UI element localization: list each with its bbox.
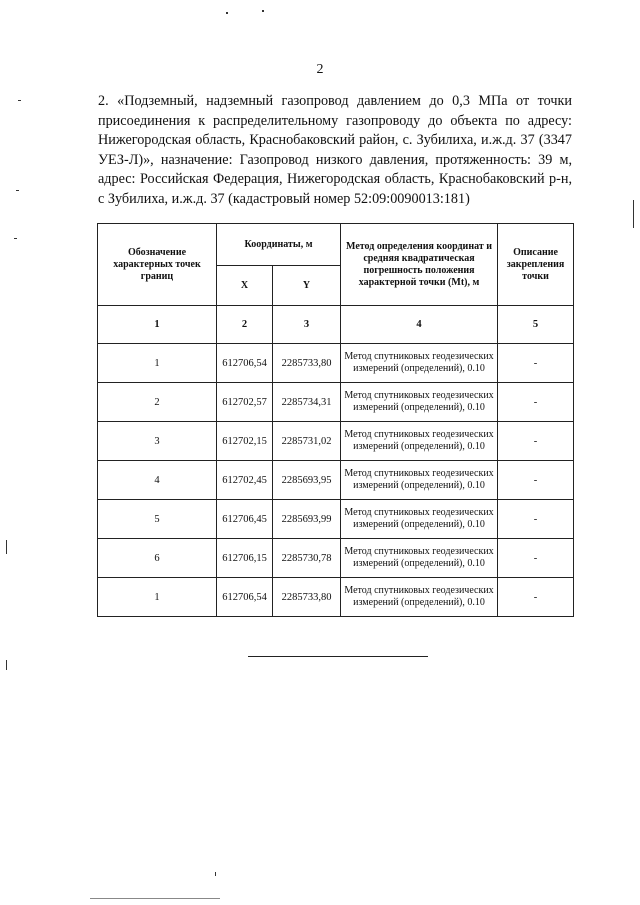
cell-x: 612702,57 [217,383,273,422]
header-method: Метод определения координат и средняя квадратическая погрешность положения характерной точки (Mt), м [341,224,498,306]
cell-x: 612702,15 [217,422,273,461]
table-row [98,383,574,422]
table-row [98,578,574,617]
cell-y: 2285734,31 [273,383,341,422]
table-body [98,306,574,617]
cell-y: 2285733,80 [273,344,341,383]
cell-point: 3 [98,422,217,461]
header-y: Y [273,266,341,306]
cell-y: 2285730,78 [273,539,341,578]
header-x: X [217,266,273,306]
header-point: Обозначение характерных точек границ [98,224,217,306]
cell-method: Метод спутниковых геодезических измерений (определений), 0.10 [341,539,498,578]
scan-speck [215,872,216,876]
cell-fixing: - [498,461,574,500]
cell-method: Метод спутниковых геодезических измерений (определений), 0.10 [341,578,498,617]
cell-x: 612706,54 [217,578,273,617]
table-row [98,539,574,578]
cell-point: 5 [98,500,217,539]
cell-method: Метод спутниковых геодезических измерений (определений), 0.10 [341,422,498,461]
column-number: 4 [341,306,498,344]
cell-point: 1 [98,578,217,617]
table-row [98,461,574,500]
closing-divider-line [248,656,428,657]
table-row [98,422,574,461]
column-numbers-row [98,306,574,344]
cell-y: 2285693,99 [273,500,341,539]
scan-speck [226,12,228,14]
scan-speck [262,10,264,12]
cell-fixing: - [498,539,574,578]
cell-fixing: - [498,422,574,461]
cell-x: 612706,15 [217,539,273,578]
cell-method: Метод спутниковых геодезических измерений (определений), 0.10 [341,461,498,500]
cell-fixing: - [498,578,574,617]
cell-method: Метод спутниковых геодезических измерений (определений), 0.10 [341,383,498,422]
scan-speck [6,540,7,554]
cell-y: 2285693,95 [273,461,341,500]
cell-point: 4 [98,461,217,500]
scan-speck [6,660,7,670]
coordinates-table [97,223,574,617]
column-number: 2 [217,306,273,344]
cell-fixing: - [498,344,574,383]
column-number: 3 [273,306,341,344]
scan-speck [633,200,634,228]
column-number: 1 [98,306,217,344]
cell-fixing: - [498,383,574,422]
column-number: 5 [498,306,574,344]
cell-y: 2285731,02 [273,422,341,461]
cell-point: 1 [98,344,217,383]
table-row [98,344,574,383]
header-coordinates: Координаты, м [217,224,341,266]
cell-x: 612702,45 [217,461,273,500]
cell-y: 2285733,80 [273,578,341,617]
cell-x: 612706,45 [217,500,273,539]
scan-speck [90,898,220,899]
page-number: 2 [316,62,324,77]
table-row [98,500,574,539]
header-fixing: Описание закрепления точки [498,224,574,306]
scan-speck [14,238,17,239]
cell-method: Метод спутниковых геодезических измерений (определений), 0.10 [341,500,498,539]
cell-fixing: - [498,500,574,539]
cell-x: 612706,54 [217,344,273,383]
cell-method: Метод спутниковых геодезических измерений (определений), 0.10 [341,344,498,383]
scan-speck [16,190,19,191]
object-description-paragraph: 2. «Подземный, надземный газопровод давлением до 0,3 МПа от точки присоединения к распределительному газопроводу до объекта по адресу: Нижегородская область, Краснобаковский район, с. Зубилиха, и.ж.д. 37 (3347 УЕЗ-Л)», назначение: Газопровод низкого давления, протяженность: 39 м, адрес: Российская Федерация, Нижегородская область, Краснобаковский р-н, с Зубилиха, и.ж.д. 37 (кадастровый номер 52:09:0090013:181) [98,93,572,207]
cell-point: 2 [98,383,217,422]
scan-speck [18,100,21,101]
cell-point: 6 [98,539,217,578]
